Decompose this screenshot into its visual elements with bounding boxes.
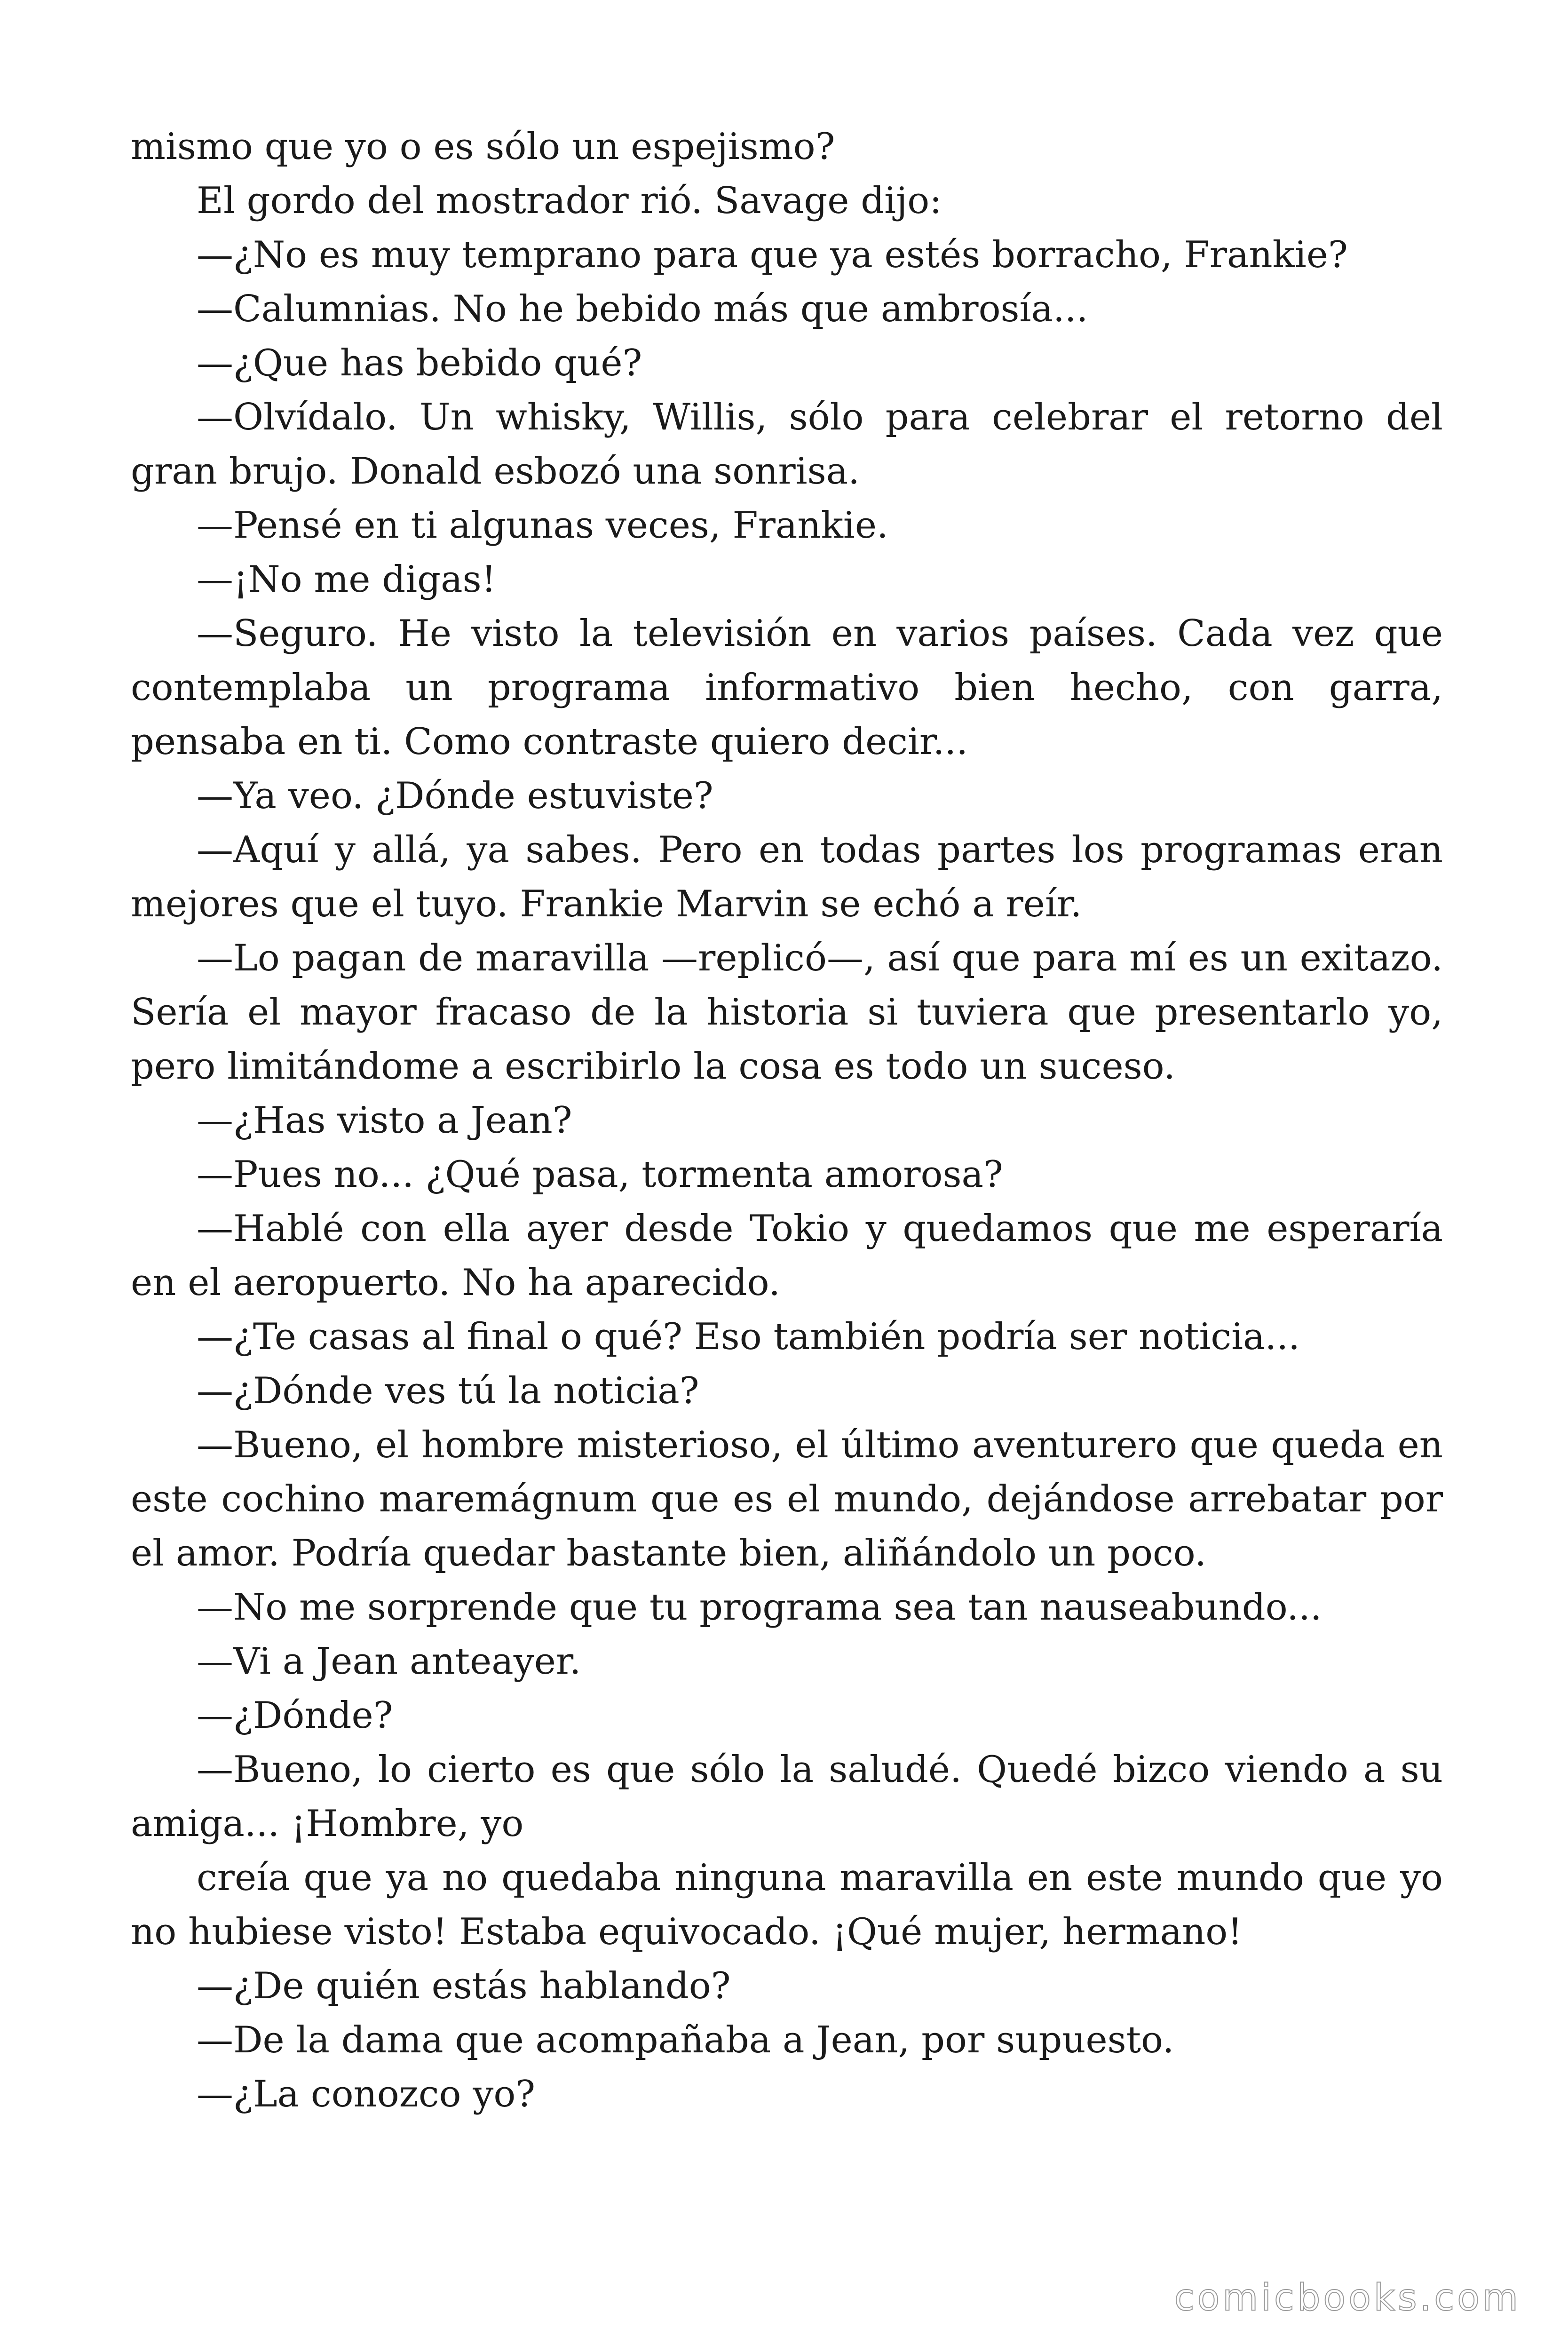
- paragraph: —Pues no... ¿Qué pasa, tormenta amorosa?: [197, 1153, 1003, 1196]
- paragraph: —¿Te casas al final o qué? Eso también podría ser noticia...: [197, 1316, 1300, 1358]
- paragraph: —Vi a Jean anteayer.: [197, 1640, 581, 1683]
- paragraph: —Bueno, lo cierto es que sólo la saludé. Quedé bizco viendo a su amiga... ¡Hombre, yo: [131, 1748, 1443, 1845]
- paragraph: —¡No me digas!: [197, 558, 496, 601]
- paragraph: —Ya veo. ¿Dónde estuviste?: [197, 775, 713, 817]
- paragraph: —¿De quién estás hablando?: [197, 1965, 731, 2007]
- paragraph: —¿Dónde?: [197, 1694, 393, 1737]
- paragraph: —Seguro. He visto la televisión en varios países. Cada vez que contemplaba un programa informativo bien hecho, con garra, pensaba en ti. Como contraste quiero decir...: [131, 612, 1443, 763]
- paragraph: —¿No es muy temprano para que ya estés borracho, Frankie?: [197, 234, 1348, 276]
- paragraph: —Bueno, el hombre misterioso, el último aventurero que queda en este cochino maremágnum que es el mundo, dejándose arrebatar por el amor. Podría quedar bastante bien, aliñándolo un poco.: [131, 1424, 1443, 1574]
- paragraph: —Aquí y allá, ya sabes. Pero en todas partes los programas eran mejores que el tuyo. Frankie Marvin se echó a reír.: [131, 829, 1443, 925]
- paragraph: El gordo del mostrador rió. Savage dijo:: [197, 180, 942, 222]
- paragraph: —¿Has visto a Jean?: [197, 1099, 572, 1142]
- paragraph: —No me sorprende que tu programa sea tan nauseabundo...: [197, 1586, 1322, 1629]
- paragraph: —Lo pagan de maravilla —replicó—, así que para mí es un exitazo. Sería el mayor fracaso de la historia si tuviera que presentarlo yo, pero limitándome a escribirlo la cosa es todo un suceso.: [131, 937, 1443, 1088]
- paragraph: —Hablé con ella ayer desde Tokio y quedamos que me esperaría en el aeropuerto. No ha aparecido.: [131, 1208, 1443, 1304]
- paragraph: —¿Dónde ves tú la noticia?: [197, 1370, 699, 1412]
- paragraph: —Pensé en ti algunas veces, Frankie.: [197, 504, 888, 547]
- paragraph: —¿Que has bebido qué?: [197, 342, 642, 384]
- watermark: comicbooks.com: [1174, 2277, 1521, 2319]
- paragraph: —Calumnias. No he bebido más que ambrosía...: [197, 288, 1088, 330]
- paragraph: —De la dama que acompañaba a Jean, por supuesto.: [197, 2019, 1174, 2061]
- paragraph: —¿La conozco yo?: [197, 2073, 536, 2115]
- paragraph: —Olvídalo. Un whisky, Willis, sólo para celebrar el retorno del gran brujo. Donald esbozó una sonrisa.: [131, 396, 1443, 493]
- paragraph: creía que ya no quedaba ninguna maravilla en este mundo que yo no hubiese visto! Estaba equivocado. ¡Qué mujer, hermano!: [131, 1857, 1443, 1953]
- page-body: [131, 120, 1443, 2122]
- paragraph: mismo que yo o es sólo un espejismo?: [131, 126, 835, 168]
